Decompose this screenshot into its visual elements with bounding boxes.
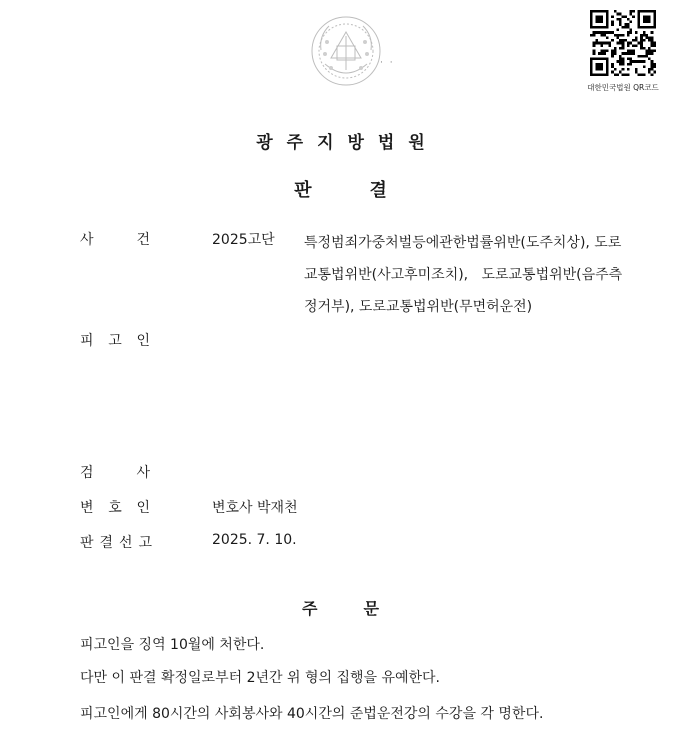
qr-code-icon[interactable] xyxy=(590,10,656,76)
verdict-date: 2025. 7. 10. xyxy=(212,532,297,548)
attorney-name: 변호사 박재천 xyxy=(212,500,298,516)
order-line: 피고인에게 80시간의 사회봉사와 40시간의 준법운전강의 수강을 각 명한다. xyxy=(80,706,544,722)
case-number: 2025고단 xyxy=(212,232,275,248)
prosecutor-label: 검 사 xyxy=(80,465,150,481)
case-title xyxy=(304,227,634,323)
case-title-line: 특정범죄가중처벌등에관한법률위반(도주치상), 도로 xyxy=(304,235,622,251)
qr-label: 대한민국법원 QR코드 xyxy=(587,83,659,92)
order-title: 주문 xyxy=(302,599,425,618)
case-label: 사 건 xyxy=(80,232,150,248)
verdict-date-label: 판 결 선 고 xyxy=(80,535,152,551)
order-line: 다만 이 판결 확정일로부터 2년간 위 형의 집행을 유예한다. xyxy=(80,670,441,686)
defendant-label: 피 고 인 xyxy=(80,333,150,349)
attorney-label: 변 호 인 xyxy=(80,500,150,516)
document-title: 판결 xyxy=(294,180,445,201)
emblem-marks: · · xyxy=(380,58,395,68)
court-name: 광주지방법원 xyxy=(256,133,439,153)
court-emblem-icon xyxy=(307,12,385,90)
order-line: 피고인을 징역 10월에 처한다. xyxy=(80,637,265,653)
case-title-line: 정거부), 도로교통법위반(무면허운전) xyxy=(304,299,533,315)
case-title-line: 교통법위반(사고후미조치), 도로교통법위반(음주측 xyxy=(304,267,623,283)
